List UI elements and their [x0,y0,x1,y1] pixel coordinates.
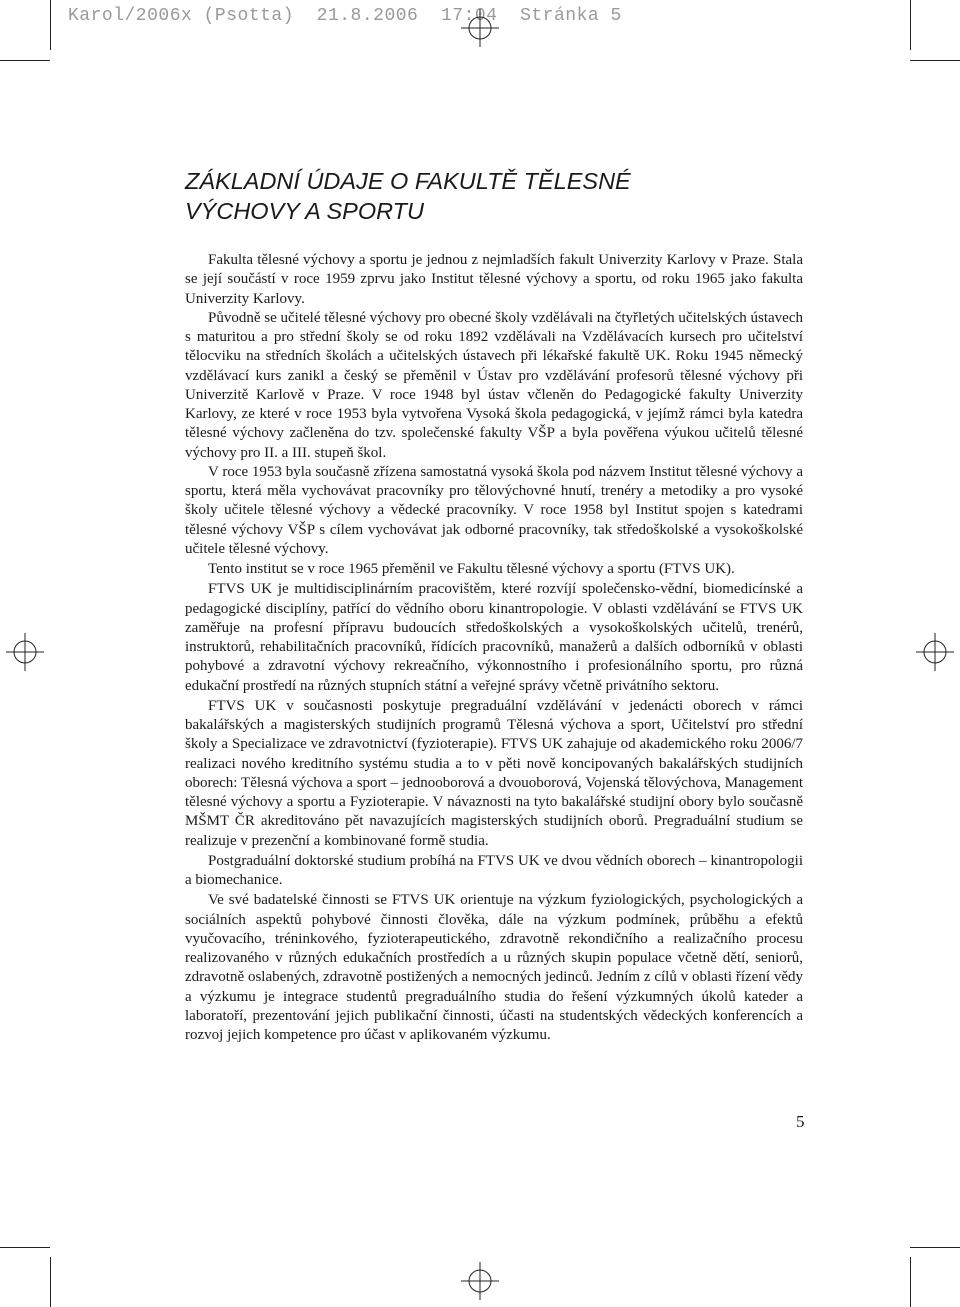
crop-mark [910,0,911,50]
paragraph: V roce 1953 byla současně zřízena samostatná vysoká škola pod názvem Institut tělesné výchovy a sportu, která měla vychovávat pracovníky pro tělovýchovné hnutí, trenéry a metodiky a pro vysoké školy učitele tělesné výchovy a vědecké pracovníky. V roce 1958 byl Institut spojen s katedrami tělesné výchovy VŠP s cílem vychovávat jak odborné pracovníky, tak středoškolské a vysokoškolské učitele tělesné výchovy. [185,463,803,557]
registration-mark-bottom [461,1262,499,1300]
paragraph: Původně se učitelé tělesné výchovy pro obecné školy vzdělávali na čtyřletých učitelských ústavech s maturitou a pro střední školy se od roku 1892 vzdělávali na Vzdělávacích kursech pro učitelství tělocviku na středních školách a učitelských ústavech při lékařské fakultě UK. Roku 1945 německý vzdělávací kurs zanikl a český se přeměnil v Ústav pro vzdělávání profesorů tělesné výchovy při Univerzitě Karlově v Praze. V roce 1948 byl ústav včleněn do Pedagogické fakulty Univerzity Karlovy, ze které v roce 1953 byla vytvořena Vysoká škola pedagogická, v jejímž rámci byla katedra tělesné výchovy začleněna do tzv. společenské fakulty VŠP a byla pověřena výukou učitelů tělesné výchovy pro II. a III. stupeň škol. [185,309,803,461]
title-line-2: VÝCHOVY A SPORTU [185,198,424,224]
title-line-1: ZÁKLADNÍ ÚDAJE O FAKULTĚ TĚLESNÉ [185,168,631,194]
registration-mark-right [916,633,954,671]
paragraph: FTVS UK je multidisciplinárním pracovištěm, které rozvíjí společensko-vědní, biomedicínské a pedagogické disciplíny, patřící do vědního oboru kinantropologie. V oblasti vzdělávání se FTVS UK zaměřuje na profesní přípravu budoucích středoškolských a vysokoškolských učitelů, trenérů, instruktorů, rehabilitačních pracovníků, řídících pracovníků, manažerů a dalších odborníků v oblasti pohybové a zdravotní výchovy rekreačního, výkonnostního i profesionálního sportu, pro různá edukační prostředí na různých stupních státní a veřejné správy včetně privátního sektoru. [185,581,803,694]
crop-mark [910,60,960,61]
paragraph: Postgraduální doktorské studium probíhá na FTVS UK ve dvou vědních oborech – kinantropologii a biomechanice. [185,852,803,888]
paragraph: FTVS UK v současnosti poskytuje pregraduální vzdělávání v jedenácti oborech v rámci bakalářských a magisterských studijních programů Tělesná výchova a sport, Učitelství pro střední školy a Specializace ve zdravotnictví (fyzioterapie). FTVS UK zahajuje od akademického roku 2006/7 realizaci nového kreditního systému studia a to v pěti nově koncipovaných bakalářských studijních oborech: Tělesná výchova a sport – jednooborová a dvouoborová, Vojenská tělovýchova, Management tělesné výchovy a sportu a Fyzioterapie. V návaznosti na tyto bakalářské studijní obory bylo současně MŠMT ČR akreditováno pět navazujících magisterských studijních oborů. Pregraduální studium se realizuje v prezenční a kombinované formě studia. [185,697,803,849]
crop-mark [910,1257,911,1307]
crop-mark [0,1247,50,1248]
crop-mark [0,60,50,61]
page-number: 5 [796,1112,805,1131]
paragraph: Ve své badatelské činnosti se FTVS UK orientuje na výzkum fyziologických, psychologických a sociálních aspektů pohybové činnosti člověka, dále na výzkum podmínek, průběhu a efektů vyučovacího, tréninkového, fyzioterapeutického, zdravotně rekondičního a realizačního procesu realizovaného v různých edukačních prostředích a u různých skupin populace včetně dětí, seniorů, zdravotně oslabených, zdravotně postižených a nemocných jedinců. Jedním z cílů v oblasti řízení vědy a výzkumu je integrace studentů pregraduálního studia do řešení výzkumných úkolů kateder a laboratoří, prezentování jejich publikační činnosti, účasti na studentských vědeckých konferencích a rozvoj jejich kompetence pro účast v aplikovaném výzkumu. [185,892,803,1043]
crop-mark [910,1247,960,1248]
body-text [185,251,803,1045]
paragraph: Fakulta tělesné výchovy a sportu je jednou z nejmladších fakult Univerzity Karlovy v Praze. Stala se její součástí v roce 1959 zprvu jako Institut tělesné výchovy a sportu, od roku 1965 jako fakulta Univerzity Karlovy. [185,252,803,307]
crop-mark [50,1257,51,1307]
page-title [185,166,825,226]
registration-mark-top [461,9,499,47]
paragraph: Tento institut se v roce 1965 přeměnil ve Fakultu tělesné výchovy a sportu (FTVS UK). [208,561,735,577]
crop-mark [50,0,51,50]
registration-mark-left [6,633,44,671]
print-slug: Karol/2006x (Psotta) 21.8.2006 17:04 Stránka 5 [68,6,622,26]
